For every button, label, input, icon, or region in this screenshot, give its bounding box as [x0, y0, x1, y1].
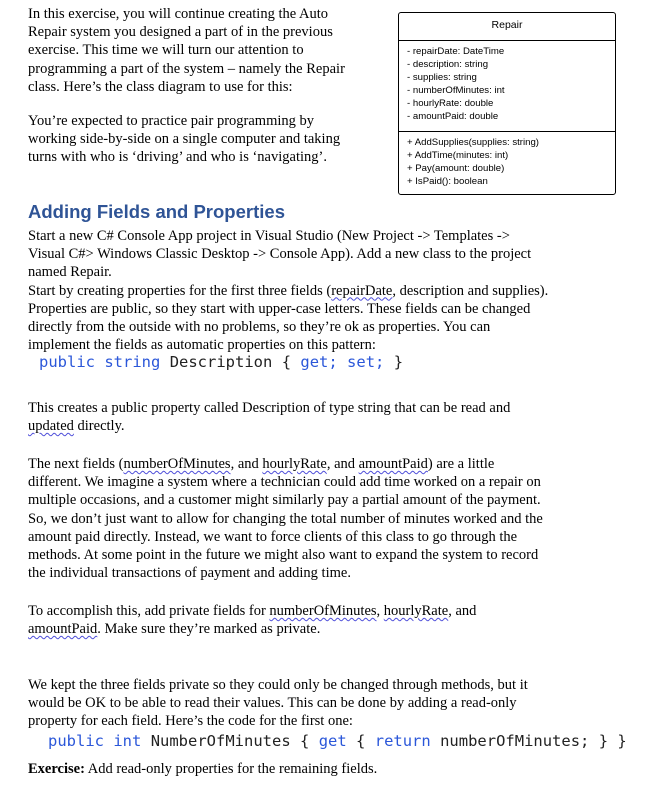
method-item: + Pay(amount: double) — [407, 163, 505, 174]
description-explanation — [28, 399, 510, 435]
attribute-item: - numberOfMinutes: int — [407, 85, 505, 96]
class-diagram-divider — [399, 40, 615, 41]
code-sample-number-of-minutes — [48, 732, 627, 750]
class-diagram-attributes — [407, 45, 505, 123]
code-punct: { — [300, 732, 310, 750]
spellcheck-word: numberOfMinutes — [123, 456, 231, 472]
method-item: + IsPaid(): boolean — [407, 176, 488, 187]
text-run: , and — [230, 456, 263, 472]
text-line: amount paid directly. Instead, we want to force clients of this class to go through the — [28, 528, 518, 545]
spellcheck-word: hourlyRate — [262, 456, 327, 472]
text-line: We kept the three fields private so they could only be changed through methods, but it — [28, 677, 528, 693]
text-line: the individual transactions of payment and adding time. — [28, 565, 351, 582]
code-keyword: return — [374, 732, 431, 750]
code-identifier: numberOfMinutes; — [440, 732, 590, 750]
text-line: turns with who is ‘driving’ and who is ‘navigating’. — [28, 149, 327, 166]
text-run: , and — [326, 456, 359, 472]
spellcheck-word: numberOfMinutes — [269, 603, 377, 619]
text-line — [28, 282, 548, 300]
exercise-text: Add read-only properties for the remaining fields. — [84, 761, 378, 777]
code-punct: { — [281, 353, 292, 371]
text-run: Start by creating properties for the first three fields ( — [28, 282, 332, 299]
text-run: The next fields ( — [28, 456, 124, 472]
text-run: ) are a little — [427, 456, 495, 472]
attribute-item: - hourlyRate: double — [407, 98, 494, 109]
class-diagram-divider — [399, 131, 615, 132]
text-line — [28, 760, 377, 778]
text-line: This creates a public property called Description of type string that can be read and — [28, 400, 511, 416]
spellcheck-word: amountPaid — [28, 621, 98, 638]
code-sample-description — [39, 353, 403, 371]
text-line: Start a new C# Console App project in Visual Studio (New Project -> Templates -> — [28, 228, 510, 244]
text-line: multiple occasions, and a customer might similarly pay a partial amount of the payment. — [28, 492, 541, 509]
text-line: programming a part of the system – namely the Repair — [28, 60, 345, 77]
code-identifier: Description — [169, 353, 273, 371]
text-run: , description and supplies). — [392, 282, 549, 299]
private-fields-paragraph — [28, 455, 543, 582]
code-keyword: int — [113, 732, 142, 750]
text-line: implement the fields as automatic properties on this pattern: — [28, 337, 376, 354]
class-diagram-methods — [407, 136, 539, 188]
text-line: methods. At some point in the future we might also want to expand the system to record — [28, 547, 539, 564]
attribute-item: - supplies: string — [407, 72, 477, 83]
text-line — [28, 602, 476, 620]
class-diagram-title: Repair — [491, 19, 523, 31]
code-keyword: public — [39, 353, 95, 371]
class-diagram — [398, 12, 616, 195]
text-run: . Make sure they’re marked as private. — [97, 621, 321, 638]
text-line: In this exercise, you will continue creating the Auto — [28, 6, 328, 22]
attribute-item: - description: string — [407, 59, 489, 70]
setup-paragraph — [28, 227, 548, 354]
code-keyword: public — [48, 732, 104, 750]
text-line — [28, 455, 543, 473]
text-line — [28, 417, 510, 435]
code-punct: } — [393, 353, 404, 371]
code-punct: } — [598, 732, 609, 750]
text-line — [28, 620, 476, 638]
text-line: Visual C#> Windows Classic Desktop -> Console App). Add a new class to the project — [28, 246, 532, 263]
attribute-item: - amountPaid: double — [407, 111, 499, 122]
method-item: + AddTime(minutes: int) — [407, 150, 509, 161]
code-punct: { — [356, 732, 366, 750]
intro-paragraph — [28, 5, 345, 96]
text-run: directly. — [73, 418, 125, 435]
code-punct: } — [617, 732, 627, 750]
text-line: directly from the outside with no problems, so they’re ok as properties. You can — [28, 319, 491, 336]
text-run: , — [376, 603, 384, 619]
text-line: exercise. This time we will turn our attention to — [28, 42, 304, 59]
code-keyword: string — [104, 353, 161, 371]
text-line: working side-by-side on a single computer and taking — [28, 131, 341, 148]
text-line: Repair system you designed a part of in the previous — [28, 24, 333, 41]
text-run: To accomplish this, add private fields for — [28, 603, 270, 619]
text-line: would be OK to be able to read their values. This can be done by adding a read-only — [28, 695, 517, 712]
exercise-line — [28, 760, 377, 778]
text-line: You’re expected to practice pair programming by — [28, 113, 315, 129]
spellcheck-word: amountPaid — [358, 456, 428, 472]
attribute-item: - repairDate: DateTime — [407, 46, 505, 57]
spellcheck-word: updated — [28, 418, 74, 435]
text-line: So, we don’t just want to allow for changing the total number of minutes worked and the — [28, 510, 543, 527]
code-keyword: get; — [300, 353, 338, 371]
pair-programming-paragraph — [28, 112, 340, 167]
code-keyword: get — [318, 732, 347, 750]
exercise-label: Exercise: — [28, 761, 85, 777]
section-heading: Adding Fields and Properties — [28, 201, 285, 222]
text-line: Properties are public, so they start with upper-case letters. These fields can be changed — [28, 300, 531, 317]
accomplish-paragraph — [28, 602, 476, 638]
text-run: , and — [448, 603, 477, 619]
code-keyword: set; — [347, 353, 385, 371]
method-item: + AddSupplies(supplies: string) — [407, 137, 539, 148]
code-identifier: NumberOfMinutes — [150, 732, 291, 750]
readonly-paragraph — [28, 676, 528, 731]
text-line: named Repair. — [28, 264, 112, 281]
spellcheck-word: repairDate — [331, 282, 393, 299]
text-line: class. Here’s the class diagram to use for this: — [28, 78, 293, 95]
text-line: property for each field. Here’s the code for the first one: — [28, 713, 353, 730]
spellcheck-word: hourlyRate — [383, 603, 449, 619]
text-line: different. We imagine a system where a technician could add time worked on a repair on — [28, 474, 541, 491]
